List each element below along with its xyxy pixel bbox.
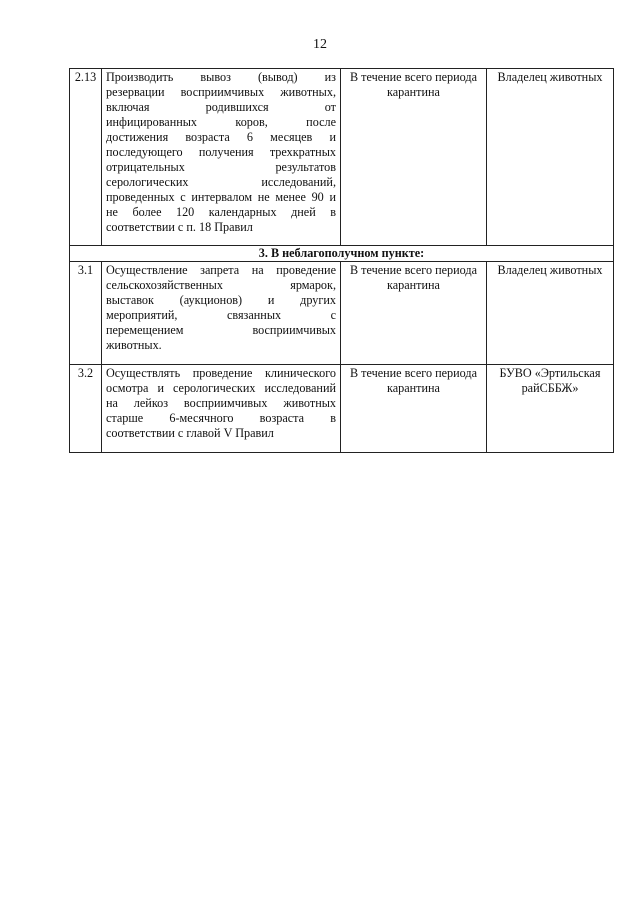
measure-line: Производить вывоз (вывод) из [106, 70, 336, 84]
measure-line: осмотра и серологических исследований [106, 381, 336, 395]
measure-line: отрицательных результатов [106, 160, 336, 174]
measure-line: проведенных с интервалом не менее 90 и [106, 190, 336, 204]
responsible-text: Владелец животных [487, 262, 614, 365]
responsible-text: БУВО «Эртильская райСББЖ» [487, 365, 614, 453]
measure-line: выставок (аукционов) и других [106, 293, 336, 307]
term-text: В течение всего периода карантина [341, 365, 487, 453]
term-text: В течение всего периода карантина [341, 262, 487, 365]
measure-line: на лейкоз восприимчивых животных [106, 396, 336, 410]
measure-line: инфицированных коров, после [106, 115, 336, 129]
term-text: В течение всего периода карантина [341, 69, 487, 246]
measure-line: Осуществлять проведение клинического [106, 366, 336, 380]
measure-line: достижения возраста 6 месяцев и [106, 130, 336, 144]
measure-line: серологических исследований, [106, 175, 336, 189]
table-row [70, 365, 614, 453]
measure-line: последующего получения трехкратных [106, 145, 336, 159]
row-number: 2.13 [70, 69, 102, 246]
measure-line: не более 120 календарных дней в [106, 205, 336, 219]
row-number: 3.1 [70, 262, 102, 365]
table-row [70, 262, 614, 365]
section-title: 3. В неблагополучном пункте: [70, 246, 614, 262]
measure-line: включая родившихся от [106, 100, 336, 114]
row-number: 3.2 [70, 365, 102, 453]
measure-text [102, 69, 341, 246]
measure-line: соответствии с главой V Правил [106, 426, 274, 440]
page-number: 12 [313, 37, 327, 52]
responsible-text: Владелец животных [487, 69, 614, 246]
measure-line: перемещением восприимчивых [106, 323, 336, 337]
table-row [70, 69, 614, 246]
measure-line: соответствии с п. 18 Правил [106, 220, 253, 234]
measure-line: сельскохозяйственных ярмарок, [106, 278, 336, 292]
measure-text [102, 262, 341, 365]
measure-line: старше 6-месячного возраста в [106, 411, 336, 425]
measure-line: животных. [106, 338, 162, 352]
section-header-row [70, 246, 614, 262]
measure-line: Осуществление запрета на проведение [106, 263, 336, 277]
measure-text [102, 365, 341, 453]
measure-line: мероприятий, связанных с [106, 308, 336, 322]
measure-line: резервации восприимчивых животных, [106, 85, 336, 99]
measures-table [69, 68, 614, 453]
